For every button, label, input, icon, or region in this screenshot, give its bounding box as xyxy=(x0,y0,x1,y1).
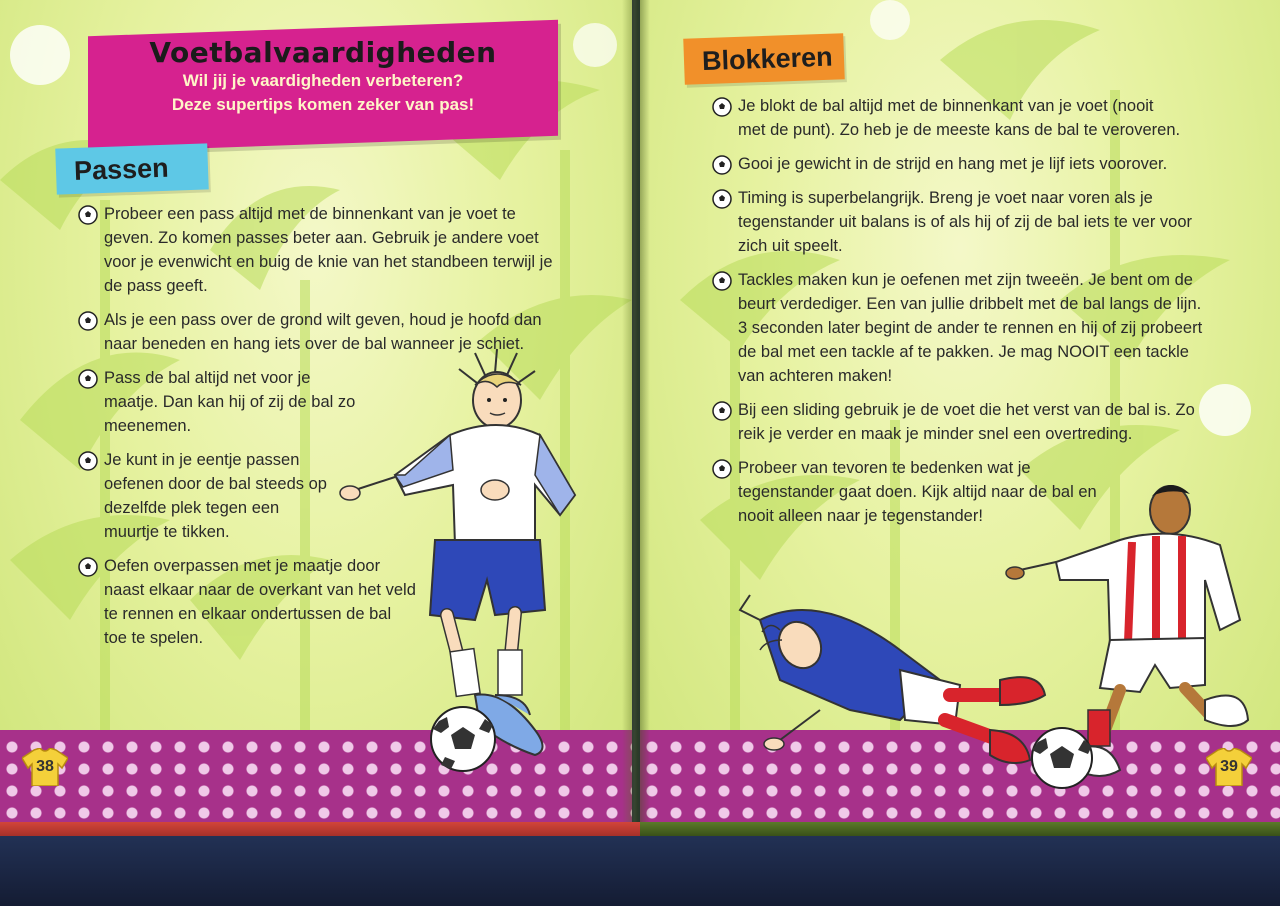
soccer-ball-icon xyxy=(78,451,98,471)
tip-item xyxy=(78,366,358,438)
page-title: Voetbalvaardigheden xyxy=(149,36,497,69)
soccer-ball-icon xyxy=(78,369,98,389)
tip-text: Oefen overpassen met je maatje door naast elkaar naar de overkant van het veld te rennen en elkaar ondertussen de bal toe te spelen. xyxy=(104,557,416,647)
page-number-39 xyxy=(1206,748,1252,786)
tip-text: Je kunt in je eentje passen oefenen door de bal steeds op dezelfde plek tegen een muurtje te tikken. xyxy=(104,451,327,541)
tip-text: Probeer van tevoren te bedenken wat je tegenstander gaat doen. Kijk altijd naar de bal en nooit alleen naar je tegenstander! xyxy=(738,459,1097,525)
soccer-ball-icon xyxy=(712,271,732,291)
tip-item xyxy=(712,186,1222,258)
tip-item xyxy=(78,448,328,544)
title-banner-text xyxy=(88,36,558,117)
soccer-ball-icon xyxy=(712,189,732,209)
soccer-ball-icon xyxy=(78,557,98,577)
page-number-text: 39 xyxy=(1220,758,1238,775)
tip-item xyxy=(78,202,558,298)
tip-item xyxy=(712,398,1222,446)
soccer-ball-icon xyxy=(78,205,98,225)
player-passing-illustration xyxy=(335,345,595,775)
tip-text: Gooi je gewicht in de strijd en hang met je lijf iets voorover. xyxy=(738,155,1168,173)
soccer-ball-icon xyxy=(431,707,495,771)
tip-item xyxy=(712,94,1182,142)
tip-text: Pass de bal altijd net voor je maatje. Dan kan hij of zij de bal zo meenemen. xyxy=(104,369,356,435)
soccer-ball-icon xyxy=(712,97,732,117)
soccer-ball-icon xyxy=(78,311,98,331)
soccer-ball-icon xyxy=(712,401,732,421)
section-title-passen: Passen xyxy=(55,143,209,194)
tip-item xyxy=(712,268,1212,388)
soccer-ball-icon xyxy=(1032,728,1092,788)
soccer-ball-icon xyxy=(712,155,732,175)
attacking-player xyxy=(1006,485,1248,776)
tip-text: Als je een pass over de grond wilt geven, houd je hoofd dan naar beneden en hang iets over de bal wanneer je schiet. xyxy=(104,311,542,353)
book-gutter xyxy=(622,0,650,828)
tip-text: Timing is superbelangrijk. Breng je voet naar voren als je tegenstander uit balans is of als hij of zij de bal iets te ver voor zich uit speelt. xyxy=(738,189,1192,255)
tip-text: Tackles maken kun je oefenen met zijn tweeën. Je bent om de beurt verdediger. Een van jullie dribbelt met de bal langs de lijn. 3 seconden later begint de ander te rennen en hij of zij probeert de bal met een tackle af te pakken. Je mag NOOIT een tackle van achteren maken! xyxy=(738,271,1203,385)
banner-subtitle-line-2: Deze supertips komen zeker van pas! xyxy=(171,95,475,114)
page-number-text: 38 xyxy=(36,758,54,775)
blokkeren-tips-list xyxy=(712,94,1222,528)
table-surface xyxy=(0,836,1280,906)
tip-item xyxy=(712,152,1222,176)
defending-player-sliding xyxy=(740,595,1045,763)
banner-subtitle-line-1: Wil jij je vaardigheden verbeteren? xyxy=(182,71,464,90)
tip-text: Bij een sliding gebruik je de voet die het verst van de bal is. Zo reik je verder en maak je minder snel een overtreding. xyxy=(738,401,1195,443)
page-number-38 xyxy=(22,748,68,786)
players-tackling-illustration xyxy=(700,470,1260,790)
section-title-blokkeren: Blokkeren xyxy=(683,33,845,85)
tip-text: Je blokt de bal altijd met de binnenkant van je voet (nooit met de punt). Zo heb je de meeste kans de bal te veroveren. xyxy=(738,97,1181,139)
tip-text: Probeer een pass altijd met de binnenkant van je voet te geven. Zo komen passes beter aan. Gebruik je andere voet voor je evenwicht en buig de knie van het standbeen terwijl je de pass geeft. xyxy=(104,205,553,295)
